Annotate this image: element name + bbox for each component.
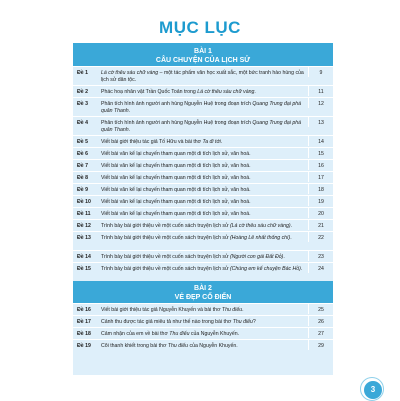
entry-title-italic: (Người con gái Đất Đỏ) xyxy=(229,254,284,260)
lesson-name: VẺ ĐẸP CỔ ĐIỂN xyxy=(174,294,232,301)
entry-page: 16 xyxy=(308,160,333,170)
entry-title-text: . xyxy=(128,107,131,114)
toc-entry[interactable] xyxy=(73,85,333,97)
entry-title xyxy=(101,160,308,170)
entry-title-text: của Nguyễn Khuyến. xyxy=(188,343,238,349)
entry-page: 21 xyxy=(308,220,333,230)
toc-entry[interactable] xyxy=(73,66,333,85)
entry-title-text: Cõi thanh khiết trong bài thơ xyxy=(101,343,168,349)
entry-number: Đề 6 xyxy=(77,151,88,157)
entry-title xyxy=(101,196,308,206)
entry-number: Đề 9 xyxy=(77,187,88,193)
entry-title-text: . xyxy=(242,307,244,313)
entry-title xyxy=(101,340,308,350)
entry-page: 13 xyxy=(308,117,333,127)
entry-page: 12 xyxy=(308,98,333,108)
entry-title xyxy=(101,172,308,182)
entry-number: Đề 13 xyxy=(77,235,91,241)
entry-title-italic: (Chúng em kể chuyện Bác Hồ) xyxy=(229,266,301,272)
lesson-header-2 xyxy=(73,281,333,303)
entry-title-text: Viết bài văn kể lại chuyến tham quan một di tích lịch sử, văn hoá. xyxy=(101,199,251,205)
entry-title-italic: Lá cờ thêu sáu chữ vàng xyxy=(101,70,159,76)
toc-entry[interactable] xyxy=(73,207,333,219)
entry-title xyxy=(101,263,308,273)
entry-number: Đề 5 xyxy=(77,139,88,145)
entry-number: Đề 3 xyxy=(77,101,88,107)
entry-title xyxy=(101,251,308,261)
entry-page: 25 xyxy=(308,304,333,314)
entry-title-text: . xyxy=(128,126,131,133)
entry-page: 24 xyxy=(308,263,333,273)
entry-title-text: . xyxy=(283,254,285,260)
page-title: MỤC LỤC xyxy=(159,18,241,37)
entry-title-italic: Thu điếu xyxy=(221,307,243,313)
toc-entry[interactable] xyxy=(73,183,333,195)
entry-title-text: Phân tích hình ảnh người anh hùng Nguyễn Huệ trong đoạn trích xyxy=(101,101,253,107)
entry-title-text: Viết bài văn kể lại chuyến tham quan một di tích lịch sử, văn hoá. xyxy=(101,175,251,181)
entry-title-text: Cảm nhận của em về bài thơ xyxy=(101,331,170,337)
entry-page: 11 xyxy=(308,86,333,96)
entry-title-italic: Thu điếu xyxy=(167,343,189,349)
toc-entry[interactable] xyxy=(73,147,333,159)
lesson-1-entries xyxy=(73,66,333,281)
entry-page: 17 xyxy=(308,172,333,182)
entry-page: 27 xyxy=(308,328,333,338)
entry-title xyxy=(101,304,308,314)
toc-entry[interactable] xyxy=(73,219,333,231)
entry-number: Đề 7 xyxy=(77,163,88,169)
entry-title xyxy=(101,232,308,242)
entry-number: Đề 16 xyxy=(77,307,91,313)
entry-title xyxy=(101,148,308,158)
toc-entry[interactable] xyxy=(73,135,333,147)
toc-entry[interactable] xyxy=(73,315,333,327)
entry-title-text: của Nguyễn Khuyến. xyxy=(189,331,240,337)
entry-title xyxy=(101,328,308,338)
entry-title-text: . xyxy=(300,266,303,272)
entry-number: Đề 2 xyxy=(77,89,88,95)
entry-title-text: . xyxy=(220,139,223,145)
entry-title-text: Trình bày bài giới thiệu về một cuốn sách truyện lịch sử xyxy=(101,235,230,241)
entry-title xyxy=(101,86,308,96)
entry-title-italic: Lá cờ thêu sáu chữ vàng xyxy=(197,89,255,95)
entry-title-italic: Thu điếu xyxy=(169,331,190,337)
entry-page: 29 xyxy=(308,340,333,350)
entry-number: Đề 8 xyxy=(77,175,88,181)
entry-title-text: Trình bày bài giới thiệu về một cuốn sách truyện lịch sử xyxy=(101,223,230,229)
entry-number: Đề 12 xyxy=(77,223,91,229)
page-number: 3 xyxy=(364,381,382,399)
toc-entry[interactable] xyxy=(73,231,333,250)
entry-page: 22 xyxy=(308,232,333,242)
lesson-label: BÀI 2 xyxy=(194,285,212,292)
entry-number: Đề 18 xyxy=(77,331,91,337)
entry-title-italic: Thu điếu xyxy=(232,319,253,325)
toc-entry[interactable] xyxy=(73,195,333,207)
lesson-name: CÂU CHUYỆN CỦA LỊCH SỬ xyxy=(155,57,251,64)
entry-title-text: Cảnh thu được tác giả miêu tả như thế nào trong bài thơ xyxy=(101,319,233,325)
entry-title-text: Trình bày bài giới thiệu về một cuốn sách truyện lịch sử xyxy=(101,254,230,260)
entry-title-text: Viết bài giới thiệu tác giả Tố Hữu và bài thơ xyxy=(101,139,203,145)
entry-title xyxy=(101,136,308,146)
entry-title-italic: Quang Trung đại phá quân Thanh xyxy=(101,101,302,114)
entry-title-text: Trình bày bài giới thiệu về một cuốn sách truyện lịch sử xyxy=(101,266,230,272)
toc-entry[interactable] xyxy=(73,97,333,116)
toc-entry[interactable] xyxy=(73,250,333,262)
entry-title-text: Viết bài văn kể lại chuyến tham quan một di tích lịch sử, văn hoá. xyxy=(101,211,251,217)
entry-title xyxy=(101,67,308,83)
entry-page: 26 xyxy=(308,316,333,326)
entry-number: Đề 14 xyxy=(77,254,91,260)
entry-title-text: . xyxy=(254,89,256,95)
toc-entry[interactable] xyxy=(73,262,333,281)
toc-entry[interactable] xyxy=(73,339,333,351)
entry-title xyxy=(101,184,308,194)
entry-title xyxy=(101,117,308,133)
entry-title-text: Viết bài văn kể lại chuyến tham quan một di tích lịch sử, văn hoá. xyxy=(101,151,251,157)
entry-title-text: Phác hoạ nhân vật Trần Quốc Toản trong xyxy=(101,89,198,95)
entry-title-text: Viết bài văn kể lại chuyến tham quan một di tích lịch sử, văn hoá. xyxy=(101,187,251,193)
entry-title xyxy=(101,316,308,326)
lesson-2-entries xyxy=(73,303,333,351)
toc-entry[interactable] xyxy=(73,116,333,135)
entry-title-text: Viết bài giới thiệu tác giả Nguyễn Khuyến và bài thơ xyxy=(101,307,222,313)
table-of-contents xyxy=(73,43,333,375)
lesson-header-1 xyxy=(73,43,333,66)
toc-entry[interactable] xyxy=(73,171,333,183)
entry-page: 19 xyxy=(308,196,333,206)
toc-entry[interactable] xyxy=(73,303,333,315)
entry-title xyxy=(101,98,308,114)
entry-page: 14 xyxy=(308,136,333,146)
entry-page: 18 xyxy=(308,184,333,194)
entry-number: Đề 15 xyxy=(77,266,91,272)
entry-title-italic: (Hoàng Lê nhất thống chí) xyxy=(229,235,291,241)
entry-number: Đề 1 xyxy=(77,70,88,76)
entry-title-text: Viết bài văn kể lại chuyến tham quan một di tích lịch sử, văn hoá. xyxy=(101,163,251,169)
toc-entry[interactable] xyxy=(73,327,333,339)
entry-title xyxy=(101,220,308,230)
entry-page: 23 xyxy=(308,251,333,261)
entry-title-text: – một tác phẩm văn học xuất sắc, một bức tranh hào hùng của lịch sử dân tộc. xyxy=(101,70,304,83)
entry-page: 20 xyxy=(308,208,333,218)
entry-number: Đề 10 xyxy=(77,199,91,205)
entry-page: 9 xyxy=(308,67,333,77)
entry-number: Đề 19 xyxy=(77,343,91,349)
entry-title-text: . xyxy=(290,235,292,241)
entry-title-italic: (Lá cờ thêu sáu chữ vàng) xyxy=(229,223,291,229)
entry-title-italic: Ta đi tới xyxy=(202,139,221,145)
entry-title-text: ? xyxy=(252,319,256,325)
entry-title-text: Phân tích hình ảnh người anh hùng Nguyễn Huệ trong đoạn trích xyxy=(101,120,253,126)
lesson-label: BÀI 1 xyxy=(194,48,212,55)
entry-title xyxy=(101,208,308,218)
entry-title-italic: Quang Trung đại phá quân Thanh xyxy=(101,120,302,133)
toc-entry[interactable] xyxy=(73,159,333,171)
entry-number: Đề 4 xyxy=(77,120,88,126)
entry-page: 15 xyxy=(308,148,333,158)
entry-number: Đề 17 xyxy=(77,319,91,325)
entry-title-text: . xyxy=(290,223,293,229)
entry-number: Đề 11 xyxy=(77,211,91,217)
